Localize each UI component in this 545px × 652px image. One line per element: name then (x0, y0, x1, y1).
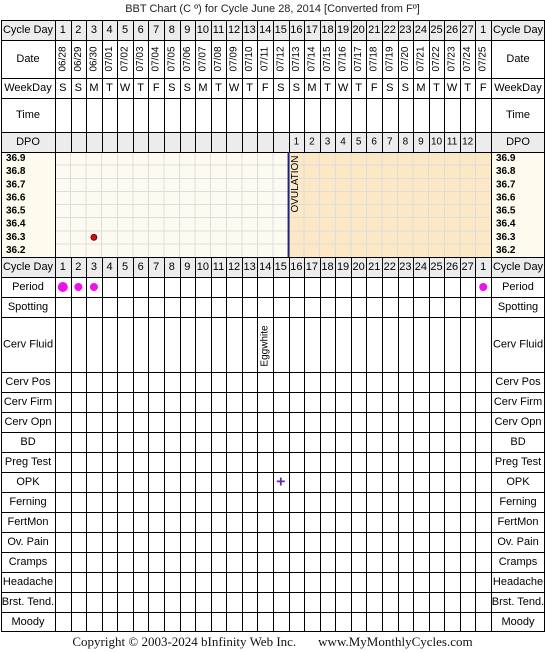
weekday-label: T (137, 82, 145, 94)
cycle-day-number: 9 (184, 24, 191, 36)
date-label: 07/23 (446, 46, 458, 72)
temp-label-left: 36.2 (6, 244, 26, 256)
temp-label-left: 36.6 (6, 192, 26, 204)
website-link[interactable]: www.MyMonthlyCycles.com (318, 634, 473, 649)
cycle-day-number: 10 (196, 24, 210, 36)
date-label: 07/09 (228, 46, 240, 72)
row-label-bd-left: BD (20, 436, 36, 448)
date-label: 07/19 (384, 46, 396, 72)
cycle-day-number: 15 (274, 261, 287, 273)
weekday-label: S (74, 82, 83, 94)
period-dot (90, 283, 98, 291)
cycle-day-number: 8 (168, 24, 175, 36)
date-label: 07/08 (213, 46, 224, 72)
footer (0, 632, 545, 652)
weekday-label: T (433, 82, 440, 94)
temp-label-left: 36.9 (6, 153, 26, 165)
date-label: 07/17 (353, 46, 365, 72)
date-label: 07/11 (259, 46, 271, 72)
weekday-label: T (355, 82, 363, 94)
ovulation-label: OVULATION (290, 155, 302, 213)
cycle-day-number: 8 (168, 261, 175, 273)
cycle-day-number: 12 (227, 24, 241, 36)
row-label-spotting-left: Spotting (7, 301, 49, 313)
cycle-day-number: 1 (59, 261, 66, 273)
weekday-label: T (106, 82, 113, 94)
temp-label-left: 36.3 (6, 231, 26, 243)
cycle-day-number: 18 (321, 261, 334, 273)
weekday-label: S (292, 82, 301, 94)
weekday-label: T (464, 82, 472, 94)
row-label-moody-right: Moody (501, 616, 535, 628)
weekday-label: M (198, 82, 208, 94)
cycle-day-number: 3 (90, 261, 97, 273)
temp-label-right: 36.5 (496, 205, 516, 217)
weekday-label: M (307, 82, 317, 94)
row-label-cerv_pos-left: Cerv Pos (5, 376, 51, 388)
cycle-day-number: 11 (212, 261, 225, 273)
dpo-number: 12 (462, 136, 474, 148)
cycle-day-number: 27 (461, 261, 474, 273)
date-label: 07/15 (322, 46, 333, 72)
copyright-text: Copyright © 2003-2024 bInfinity Web Inc. (72, 634, 297, 649)
cycle-day-number: 9 (184, 261, 191, 273)
row-label-moody-left: Moody (11, 616, 45, 628)
row-label-period-right: Period (502, 281, 534, 293)
cycle-day-number: 27 (461, 24, 474, 36)
cycle-day-number: 18 (321, 24, 334, 36)
row-label-ferning-left: Ferning (9, 496, 47, 508)
dpo-number: 3 (324, 136, 331, 148)
temp-label-left: 36.8 (6, 166, 26, 178)
cycle-day-number: 24 (414, 261, 428, 273)
date-label: 07/14 (306, 46, 318, 72)
opk-symbol: + (276, 473, 286, 491)
dpo-number: 7 (387, 136, 393, 148)
row-label-cramps-left: Cramps (8, 556, 48, 568)
cycle-day-number: 7 (153, 261, 160, 273)
cycle-day-number: 2 (75, 24, 82, 36)
date-label: 07/22 (431, 46, 442, 72)
temp-label-right: 36.9 (496, 153, 516, 165)
date-label: 07/16 (337, 46, 349, 72)
cycle-day-number: 17 (305, 261, 319, 273)
dpo-number: 11 (446, 136, 458, 148)
date-label: 07/18 (368, 46, 380, 72)
row-label-date-left: Date (16, 53, 40, 65)
row-label-fertmon-right: FertMon (497, 516, 539, 528)
date-label: 07/12 (275, 46, 287, 72)
row-label-cerv_firm-right: Cerv Firm (493, 396, 543, 408)
row-label-cerv_opn-right: Cerv Opn (494, 416, 542, 428)
cycle-day-number: 14 (259, 261, 272, 273)
row-label-cycle_day-right: Cycle Day (492, 24, 544, 36)
weekday-label: S (277, 82, 285, 94)
date-label: 07/05 (166, 46, 178, 72)
date-label: 06/29 (72, 46, 84, 72)
row-label-brst_tend-right: Brst. Tend. (491, 596, 545, 608)
weekday-label: W (228, 82, 240, 94)
cycle-day-number: 11 (212, 24, 225, 36)
date-label: 07/03 (135, 46, 147, 72)
cycle-day-number: 13 (243, 261, 256, 273)
cycle-day-number: 22 (383, 24, 396, 36)
weekday-label: S (386, 82, 394, 94)
row-label-ferning-right: Ferning (499, 496, 537, 508)
dpo-number: 9 (418, 136, 424, 148)
date-label: 07/06 (181, 46, 193, 72)
cycle-day-number: 23 (399, 24, 412, 36)
row-label-headache-left: Headache (2, 576, 54, 588)
date-label: 07/21 (415, 46, 427, 72)
cycle-day-number: 5 (122, 24, 129, 36)
temp-label-left: 36.5 (6, 205, 26, 217)
row-label-weekday-right: WeekDay (494, 82, 542, 94)
row-label-cycle_day-left: Cycle Day (2, 24, 54, 36)
temp-label-right: 36.8 (496, 166, 516, 178)
weekday-label: S (168, 82, 176, 94)
dpo-number: 6 (371, 136, 377, 148)
weekday-label: T (246, 82, 254, 94)
row-label-time-right: Time (505, 109, 531, 121)
period-dot (74, 283, 82, 291)
row-label-cerv_opn-left: Cerv Opn (4, 416, 52, 428)
temp-label-right: 36.6 (496, 192, 516, 204)
row-label-ov_pain-left: Ov. Pain (7, 536, 49, 548)
cycle-day-number: 15 (274, 24, 287, 36)
row-label-preg_test-right: Preg Test (494, 456, 542, 468)
cycle-day-number: 20 (352, 24, 365, 36)
cycle-day-number: 22 (383, 261, 396, 273)
row-label-opk-left: OPK (16, 476, 40, 488)
date-label: 07/01 (104, 46, 115, 72)
date-label: 07/07 (197, 46, 209, 72)
chart-title: BBT Chart (C º) for Cycle June 28, 2014 [Converted from Fº] (125, 3, 420, 15)
weekday-label: S (183, 82, 192, 94)
row-label-dpo-left: DPO (16, 136, 40, 148)
weekday-label: S (401, 82, 410, 94)
cycle-day-number: 19 (336, 24, 350, 36)
cycle-day-number: 25 (430, 261, 443, 273)
cycle-day-number: 19 (336, 261, 350, 273)
cycle-day-number: 10 (196, 261, 210, 273)
cycle-day-number: 21 (368, 24, 381, 36)
weekday-label: F (370, 82, 378, 94)
temp-label-left: 36.7 (6, 179, 26, 191)
weekday-label: M (89, 82, 99, 94)
date-label: 07/04 (150, 46, 162, 72)
date-label: 06/28 (57, 46, 69, 72)
weekday-label: M (416, 82, 426, 94)
weekday-label: W (119, 82, 131, 94)
cycle-day-number: 6 (137, 261, 144, 273)
dpo-number: 4 (340, 136, 346, 148)
row-label-fertmon-left: FertMon (7, 516, 49, 528)
dpo-number: 2 (309, 136, 315, 148)
cycle-day-number: 17 (305, 24, 319, 36)
cycle-day-number: 23 (399, 261, 412, 273)
date-label: 06/30 (88, 46, 100, 72)
row-label-preg_test-left: Preg Test (4, 456, 52, 468)
cycle-day-number: 26 (445, 261, 459, 273)
cycle-day-number: 3 (90, 24, 97, 36)
temp-label-right: 36.2 (496, 244, 516, 256)
period-dot (58, 282, 68, 292)
row-label-time-left: Time (15, 109, 41, 121)
dpo-number: 10 (430, 136, 443, 148)
cycle-day-number: 1 (480, 24, 487, 36)
temp-label-right: 36.3 (496, 231, 516, 243)
dpo-number: 5 (355, 136, 362, 148)
cycle-day-number: 7 (153, 24, 160, 36)
cycle-day-number: 26 (445, 24, 459, 36)
row-label-cerv_fluid-left: Cerv Fluid (2, 338, 54, 351)
cervical-fluid-text: Eggwhite (259, 325, 271, 367)
temperature-point (91, 234, 97, 240)
dpo-number: 8 (402, 136, 409, 148)
row-label-bd-right: BD (510, 436, 526, 448)
date-label: 07/24 (462, 46, 474, 72)
cycle-day-number: 13 (243, 24, 256, 36)
row-label-ov_pain-right: Ov. Pain (497, 536, 539, 548)
weekday-label: F (479, 82, 487, 94)
weekday-label: T (324, 82, 331, 94)
date-label: 07/10 (244, 46, 256, 72)
cycle-day-number: 12 (227, 261, 241, 273)
weekday-label: T (215, 82, 222, 94)
row-label-cerv_pos-right: Cerv Pos (495, 376, 541, 388)
cycle-day-number: 24 (414, 24, 428, 36)
cycle-day-number: 1 (480, 261, 487, 273)
temp-label-left: 36.4 (6, 218, 26, 230)
cycle-day-number: 4 (106, 24, 113, 36)
row-label-cycle_day-right: Cycle Day (492, 261, 544, 273)
temp-label-right: 36.4 (496, 218, 516, 230)
row-label-cycle_day-left: Cycle Day (2, 261, 54, 273)
row-label-period-left: Period (12, 281, 44, 293)
cycle-day-number: 20 (352, 261, 365, 273)
dpo-number: 1 (293, 136, 300, 148)
cycle-day-number: 2 (75, 261, 82, 273)
cycle-day-number: 1 (59, 24, 66, 36)
date-label: 07/02 (119, 46, 131, 72)
row-label-date-right: Date (506, 53, 530, 65)
cycle-day-number: 6 (137, 24, 144, 36)
weekday-label: F (261, 82, 269, 94)
cycle-day-number: 16 (290, 24, 303, 36)
weekday-label: S (59, 82, 67, 94)
date-label: 07/25 (477, 46, 489, 72)
period-dot (479, 283, 487, 291)
temp-label-right: 36.7 (496, 179, 516, 191)
row-label-brst_tend-left: Brst. Tend. (1, 596, 55, 608)
row-label-weekday-left: WeekDay (4, 82, 52, 94)
weekday-label: F (152, 82, 160, 94)
row-label-spotting-right: Spotting (497, 301, 539, 313)
cycle-day-number: 4 (106, 261, 113, 273)
cycle-day-number: 5 (122, 261, 129, 273)
row-label-cerv_fluid-right: Cerv Fluid (492, 338, 544, 351)
cycle-day-number: 14 (259, 24, 272, 36)
row-label-cerv_firm-left: Cerv Firm (3, 396, 53, 408)
row-label-cramps-right: Cramps (498, 556, 538, 568)
cycle-day-number: 21 (368, 261, 381, 273)
weekday-label: W (337, 82, 349, 94)
row-label-opk-right: OPK (506, 476, 530, 488)
row-label-headache-right: Headache (492, 576, 544, 588)
row-label-dpo-right: DPO (506, 136, 530, 148)
cycle-day-number: 16 (290, 261, 303, 273)
weekday-label: W (446, 82, 458, 94)
cycle-day-number: 25 (430, 24, 443, 36)
date-label: 07/20 (399, 46, 411, 72)
date-label: 07/13 (290, 46, 302, 72)
